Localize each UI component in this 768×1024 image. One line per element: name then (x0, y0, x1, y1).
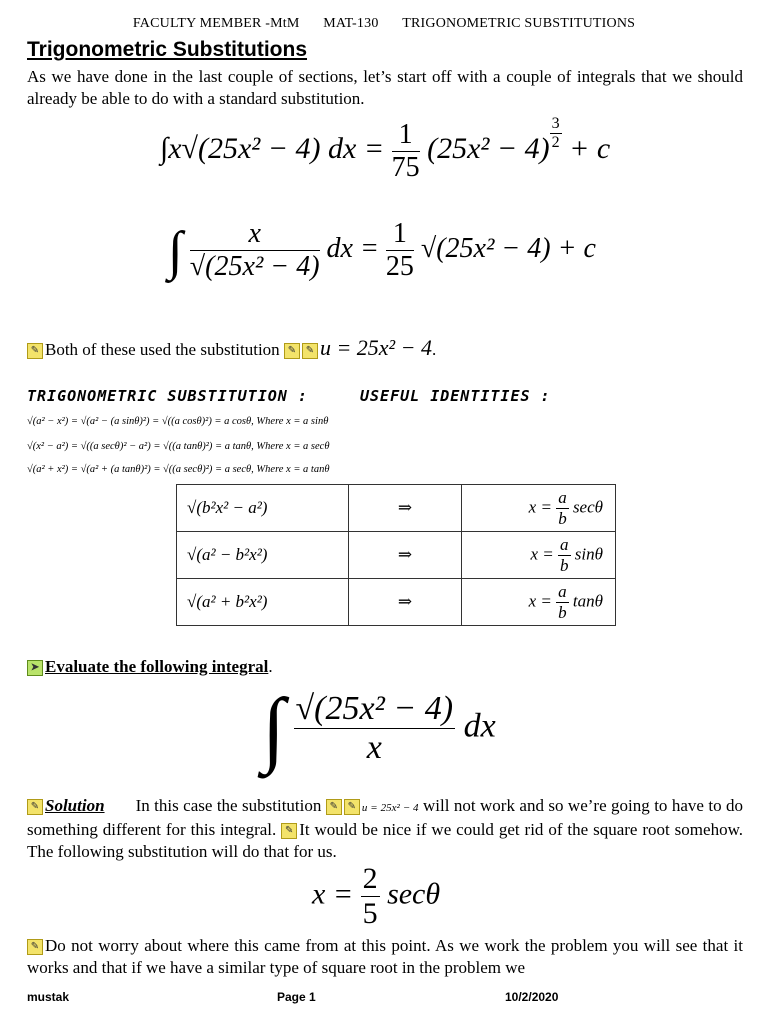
footer-name: mustak (27, 990, 70, 1004)
eq2-rest: √(25x² − 4) + c (420, 232, 596, 264)
table-row (177, 579, 616, 626)
main-integrand: $\frac{\text{√(25x² − 4)}}{x}$ (295, 690, 454, 766)
page-title: Trigonometric Substitutions (27, 38, 308, 61)
table-row (177, 532, 616, 579)
table-expression: √(a² − b²x²) (177, 532, 349, 579)
identity-row: √(a² + x²) = √(a² + (a tanθ)²) = √((a secθ)²) = a secθ, Where x = a tanθ (27, 464, 330, 475)
both-text: Both of these used the substitution (45, 340, 280, 359)
eq1-rest: (25x² − 4) (427, 132, 550, 165)
intro-paragraph: As we have done in the last couple of sections, let’s start off with a couple of integrals that we should already be able to do with a standard substitution. (27, 67, 743, 108)
eq1-coefficient: $\frac{1}{75}$ (391, 118, 420, 183)
evaluate-label: Evaluate the following integral (45, 657, 269, 676)
solution-paragraph: ✎ Solution In this case the substitution ✎ ✎ u = 25x² − 4 will not work and so we’re going to have to do something different for this integral. ✎ It would be nice if we could get rid of the square root somehow. The following substitution will do that for us. (27, 796, 744, 861)
integral-sign: ∫ (168, 220, 183, 281)
table-expression: √(b²x² − a²) (177, 485, 349, 532)
note-pencil-icon: ✎ (302, 343, 318, 359)
solution-substitution: u = 25x² − 4 (361, 802, 419, 814)
main-dx: dx (463, 707, 496, 745)
note-pencil-icon: ✎ (27, 799, 43, 815)
solution-label: Solution (45, 796, 105, 815)
header-topic: TRIGONOMETRIC SUBSTITUTIONS (402, 16, 636, 31)
note-pencil-icon: ✎ (27, 343, 43, 359)
table-expression: √(a² + b²x²) (177, 579, 349, 626)
integral-sign: ∫ (262, 682, 286, 775)
section-trig-substitution: TRIGONOMETRIC SUBSTITUTION : (27, 387, 308, 405)
eq2-coefficient: $\frac{1}{25}$ (385, 218, 414, 282)
equation-2 (168, 218, 596, 283)
footer-page: Page 1 (277, 990, 316, 1004)
both-substitution: u = 25x² − 4 (319, 335, 432, 360)
header-faculty: FACULTY MEMBER -MtM (132, 16, 300, 31)
table-arrow: ⇒ (349, 485, 462, 532)
eq1-tail: + c (569, 132, 611, 165)
main-integral (262, 680, 496, 777)
substitution-table (176, 484, 616, 626)
table-substitution: x = $\frac{a}{b}$ sinθ (462, 532, 616, 579)
section-useful-identities: USEFUL IDENTITIES : (360, 387, 551, 405)
evaluate-line: ➤ Evaluate the following integral. (27, 656, 743, 678)
header-course: MAT-130 (323, 16, 379, 31)
table-substitution: x = $\frac{a}{b}$ secθ (462, 485, 616, 532)
arrow-marker-icon: ➤ (27, 660, 43, 676)
closing-paragraph: ✎ Do not worry about where this came from at this point. As we work the problem you will see that it works and that if we have a similar type of square root in the problem we (27, 936, 743, 977)
eq2-integrand: $\frac{x}{\text{√(25x² − 4)}}$ (189, 218, 320, 282)
eq1-exponent: $\frac{3}{2}$ (551, 115, 560, 151)
footer-date: 10/2/2020 (505, 990, 559, 1004)
substitution-equation: x = $\frac{2}{5}$ secθ (312, 862, 441, 930)
table-substitution: x = $\frac{a}{b}$ tanθ (462, 579, 616, 626)
equation-1 (160, 115, 610, 184)
table-row (177, 485, 616, 532)
note-pencil-icon: ✎ (326, 799, 342, 815)
both-line (27, 337, 743, 361)
table-arrow: ⇒ (349, 532, 462, 579)
note-pencil-icon: ✎ (344, 799, 360, 815)
eq2-dx: dx = (326, 232, 379, 264)
note-pencil-icon: ✎ (284, 343, 300, 359)
page-header (0, 16, 768, 32)
eq1-left: ∫x√(25x² − 4) dx = (160, 132, 385, 165)
note-pencil-icon: ✎ (281, 823, 297, 839)
identity-row: √(a² − x²) = √(a² − (a sinθ)²) = √((a cosθ)²) = a cosθ, Where x = a sinθ (27, 416, 329, 427)
both-end: . (432, 340, 437, 359)
table-arrow: ⇒ (349, 579, 462, 626)
note-pencil-icon: ✎ (27, 939, 43, 955)
identity-row: √(x² − a²) = √((a secθ)² − a²) = √((a tanθ)²) = a tanθ, Where x = a secθ (27, 441, 330, 452)
